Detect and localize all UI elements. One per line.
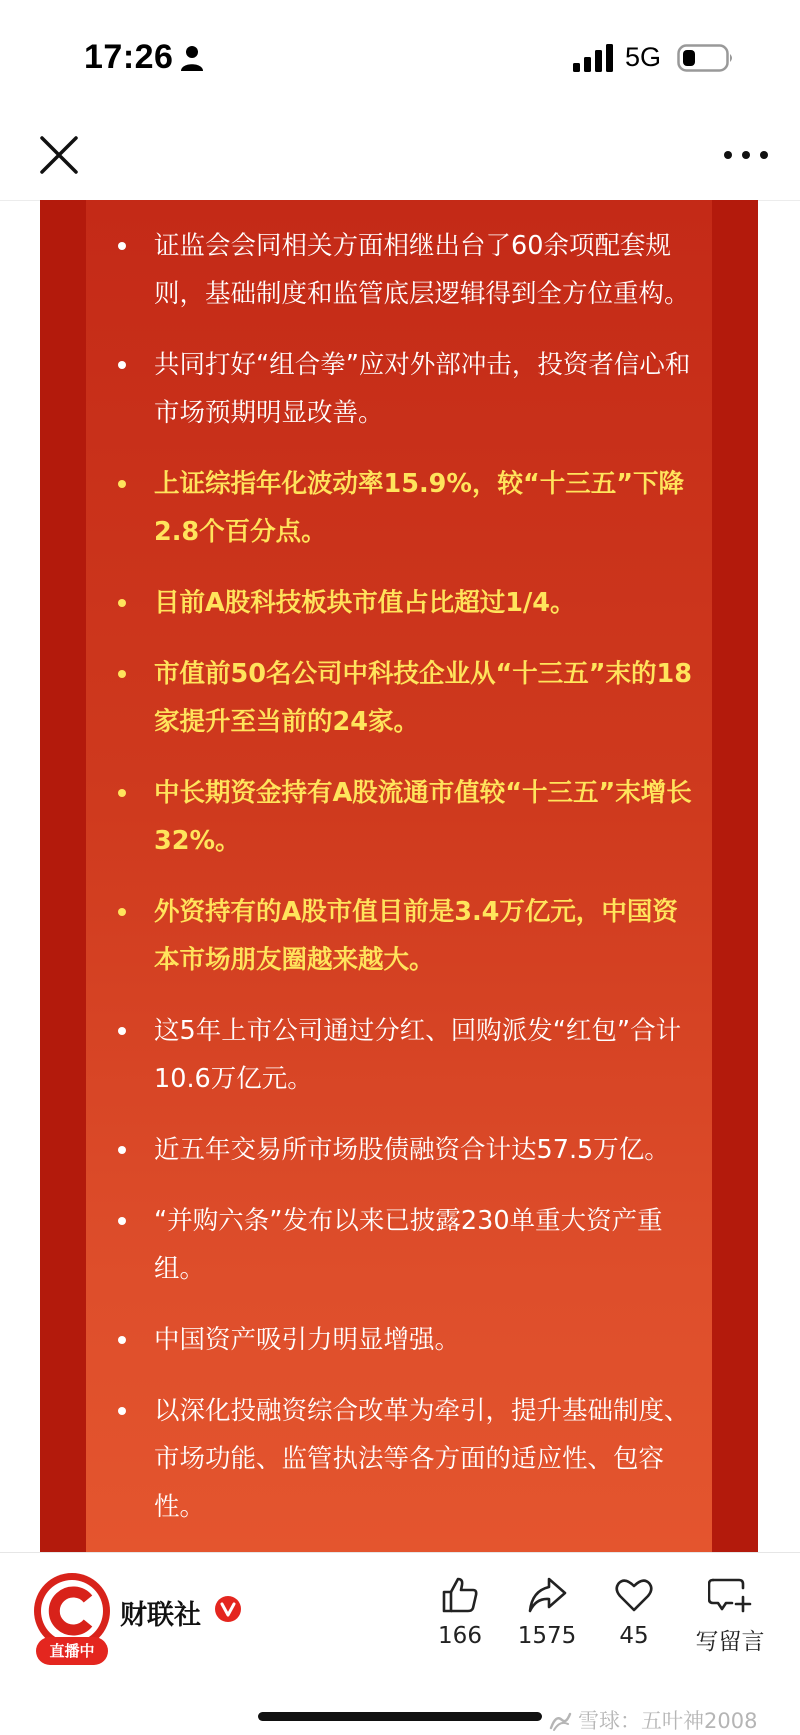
- network-type: 5G: [625, 42, 662, 72]
- live-badge: 直播中: [36, 1637, 108, 1665]
- bullet-item: [86, 769, 698, 865]
- write-comment-button[interactable]: [680, 1575, 780, 1665]
- bullet-text: 目前A股科技板块市值占比超过1/4。: [154, 588, 576, 618]
- bullet-item: [86, 1126, 698, 1174]
- bullet-text: 近五年交易所市场股债融资合计达57.5万亿。: [154, 1135, 670, 1165]
- verified-v-icon: [214, 1595, 242, 1623]
- close-icon[interactable]: [36, 132, 82, 178]
- share-button[interactable]: [507, 1575, 587, 1665]
- bullet-dot: [118, 480, 126, 488]
- like-button[interactable]: [420, 1575, 500, 1665]
- bullet-dot: [118, 1336, 126, 1344]
- bullet-text: 证监会会同相关方面相继出台了60余项配套规则，基础制度和监管底层逻辑得到全方位重构。: [154, 231, 690, 309]
- bullet-text: 以深化投融资综合改革为牵引，提升基础制度、市场功能、监管执法等各方面的适应性、包容性。: [154, 1396, 690, 1522]
- bullet-item: [86, 888, 698, 984]
- bullet-text: 市值前50名公司中科技企业从“十三五”末的18家提升至当前的24家。: [154, 659, 692, 737]
- bullet-item: [86, 1387, 698, 1531]
- bullet-item: [86, 650, 698, 746]
- favorite-button[interactable]: [594, 1575, 674, 1665]
- bottom-bar: [0, 1552, 800, 1735]
- article-panel: [86, 200, 712, 1552]
- bullet-item: [86, 222, 698, 318]
- bullet-item: [86, 1197, 698, 1293]
- bullet-item: [86, 1007, 698, 1103]
- watermark: [548, 1705, 757, 1735]
- like-count: 166: [438, 1623, 482, 1649]
- write-comment-label: 写留言: [695, 1629, 765, 1655]
- bullet-dot: [118, 670, 126, 678]
- bullet-text: “并购六条”发布以来已披露230单重大资产重组。: [154, 1206, 663, 1284]
- bullet-text: 中长期资金持有A股流通市值较“十三五”末增长32%。: [154, 778, 692, 856]
- bullet-dot: [118, 908, 126, 916]
- bullet-text: 上证综指年化波动率15.9%，较“十三五”下降2.8个百分点。: [154, 469, 684, 547]
- bullet-text: 中国资产吸引力明显增强。: [154, 1325, 461, 1355]
- bullet-text: 这5年上市公司通过分红、回购派发“红包”合计10.6万亿元。: [154, 1016, 682, 1094]
- share-arrow-icon: [527, 1575, 567, 1615]
- bullet-item: [86, 341, 698, 437]
- bullet-dot: [118, 361, 126, 369]
- nav-bar: [0, 110, 800, 201]
- thumbs-up-icon: [440, 1575, 480, 1615]
- bullet-item: [86, 579, 698, 627]
- home-indicator[interactable]: [258, 1712, 542, 1721]
- bullet-list: [86, 200, 712, 1552]
- article-image-frame: [40, 200, 758, 1552]
- person-icon: [180, 44, 204, 72]
- status-time: 17:26: [84, 38, 174, 76]
- battery-icon: [677, 44, 735, 72]
- snowball-logo-icon: [548, 1710, 572, 1732]
- bullet-dot: [118, 1146, 126, 1154]
- bullet-dot: [118, 242, 126, 250]
- bullet-item: [86, 460, 698, 556]
- signal-icon: [573, 44, 613, 72]
- share-count: 1575: [517, 1623, 577, 1649]
- bullet-dot: [118, 1217, 126, 1225]
- bullet-text: 外资持有的A股市值目前是3.4万亿元，中国资本市场朋友圈越来越大。: [154, 897, 678, 975]
- heart-icon: [614, 1575, 654, 1615]
- favorite-count: 45: [619, 1623, 649, 1649]
- watermark-text: 雪球：五叶神2008: [578, 1709, 758, 1733]
- bullet-dot: [118, 789, 126, 797]
- bullet-dot: [118, 1407, 126, 1415]
- bullet-dot: [118, 1027, 126, 1035]
- comment-plus-icon: [708, 1575, 752, 1615]
- more-icon[interactable]: [718, 132, 774, 178]
- bullet-item: [86, 1316, 698, 1364]
- publisher-name[interactable]: 财联社: [120, 1600, 201, 1631]
- bullet-text: 共同打好“组合拳”应对外部冲击，投资者信心和市场预期明显改善。: [154, 350, 691, 428]
- status-bar: [0, 0, 800, 110]
- bullet-dot: [118, 599, 126, 607]
